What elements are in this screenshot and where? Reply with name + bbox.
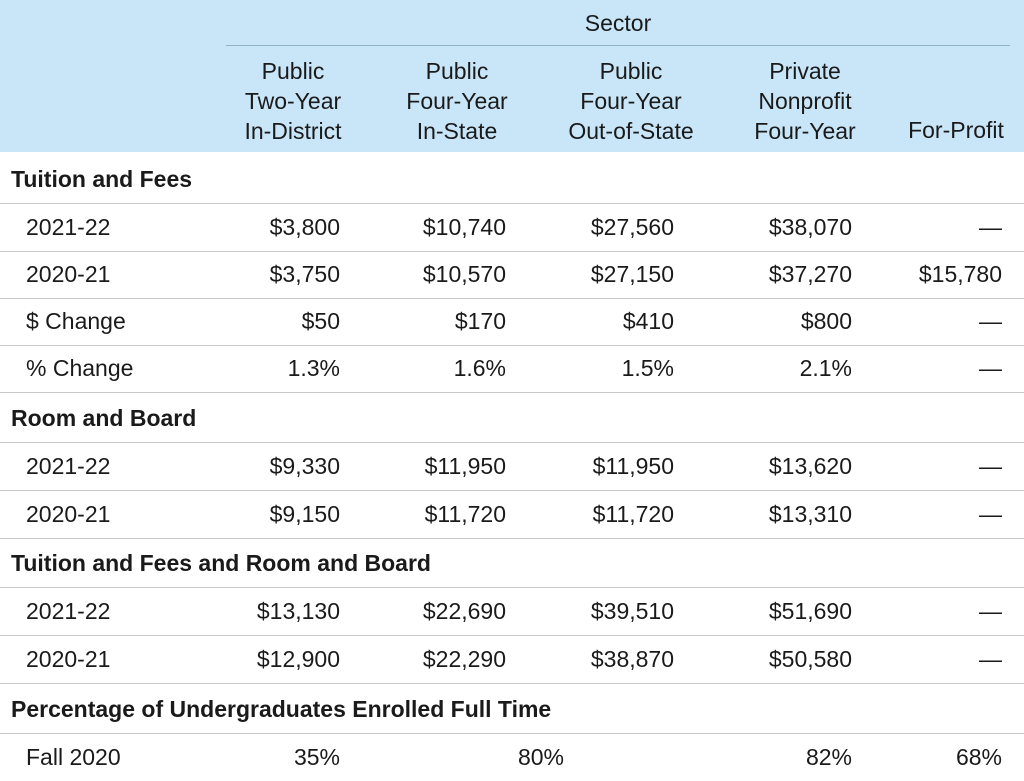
column-header-public-four-year-out-of-state (552, 56, 710, 146)
table-cell: $22,690 (422, 598, 506, 624)
table-row (0, 345, 1024, 393)
column-header-public-four-year-in-state (392, 56, 522, 146)
section-title: Room and Board (11, 405, 197, 431)
table-cell: $22,290 (422, 646, 506, 672)
column-header-line: Public (425, 58, 489, 84)
table-row (0, 636, 1024, 684)
table-cell: 1.5% (621, 355, 674, 381)
table-row (0, 251, 1024, 299)
row-label: 2020-21 (26, 261, 111, 287)
table-cell: $15,780 (918, 261, 1002, 287)
table-cell: 82% (805, 744, 852, 770)
column-header-line: For-Profit (908, 117, 1004, 143)
table-cell: — (979, 453, 1002, 479)
table-cell: $13,620 (768, 453, 852, 479)
table-cell: $27,560 (590, 214, 674, 240)
table-row (0, 588, 1024, 636)
row-label: 2021-22 (26, 214, 111, 240)
row-label: 2021-22 (26, 598, 111, 624)
table-cell: $27,150 (590, 261, 674, 287)
section-title: Percentage of Undergraduates Enrolled Full Time (11, 696, 552, 722)
column-header-private-nonprofit (740, 56, 870, 146)
table-cell: $50,580 (768, 646, 852, 672)
section-title: Tuition and Fees (11, 166, 193, 192)
table-row (0, 204, 1024, 252)
table-cell: 68% (955, 744, 1002, 770)
table-cell: $13,130 (256, 598, 340, 624)
column-header-line: Nonprofit (758, 88, 852, 114)
table-cell: $39,510 (590, 598, 674, 624)
table-cell: — (979, 308, 1002, 334)
table-cell: — (979, 501, 1002, 527)
table-cell: — (979, 646, 1002, 672)
table-cell: $38,070 (768, 214, 852, 240)
row-label: % Change (26, 355, 134, 381)
table-cell: $50 (301, 308, 340, 334)
table-row (0, 734, 1024, 781)
column-header-line: Public (261, 58, 325, 84)
column-header-line: Four-Year (580, 88, 682, 114)
sector-heading: Sector (584, 10, 652, 36)
table-cell: — (979, 355, 1002, 381)
table-row (0, 491, 1024, 539)
column-header-line: In-State (416, 118, 498, 144)
table-cell: $9,330 (269, 453, 340, 479)
table-cell: $3,800 (269, 214, 340, 240)
table-row (0, 298, 1024, 346)
row-label: 2020-21 (26, 501, 111, 527)
table-cell: $38,870 (590, 646, 674, 672)
table-cell: — (979, 214, 1002, 240)
column-header-line: Private (769, 58, 841, 84)
table-cell: $11,950 (424, 453, 506, 479)
table-cell: $800 (800, 308, 852, 334)
row-label: 2021-22 (26, 453, 111, 479)
section-tuition-and-fees (0, 156, 1024, 204)
table-cell: $11,720 (424, 501, 506, 527)
column-header-line: Public (599, 58, 663, 84)
column-header-line: In-District (244, 118, 342, 144)
section-title: Tuition and Fees and Room and Board (11, 550, 431, 576)
table-cell: 1.6% (453, 355, 506, 381)
row-label: Fall 2020 (26, 744, 121, 770)
table-row (0, 443, 1024, 491)
section-full-time-enrollment (0, 686, 1024, 734)
table-cell: $13,310 (768, 501, 852, 527)
table-cell: 2.1% (799, 355, 852, 381)
row-label: $ Change (26, 308, 126, 334)
row-label: 2020-21 (26, 646, 111, 672)
column-header-line: Two-Year (244, 88, 342, 114)
table-cell: $170 (454, 308, 506, 334)
column-header-public-two-year (226, 56, 360, 146)
table-cell: 1.3% (287, 355, 340, 381)
section-room-and-board (0, 395, 1024, 443)
table-cell-spanning-public-four-year: 80% (517, 744, 564, 770)
table-cell: $51,690 (768, 598, 852, 624)
sector-rule (226, 45, 1010, 46)
table-cell: $3,750 (269, 261, 340, 287)
table-cell: $37,270 (768, 261, 852, 287)
table-cell: — (979, 598, 1002, 624)
table-cell: $10,570 (422, 261, 506, 287)
section-tuition-fees-room-board (0, 540, 1024, 588)
table-cell: $9,150 (269, 501, 340, 527)
column-header-line: Out-of-State (568, 118, 694, 144)
column-header-line: Four-Year (754, 118, 856, 144)
table-cell: $410 (622, 308, 674, 334)
table-cell: $10,740 (422, 214, 506, 240)
table-cell: $11,720 (592, 501, 674, 527)
column-header-for-profit (896, 115, 1016, 145)
table-cell: $12,900 (256, 646, 340, 672)
table-cell: $11,950 (592, 453, 674, 479)
table-cell: 35% (293, 744, 340, 770)
table-header (0, 0, 1024, 152)
column-header-line: Four-Year (406, 88, 508, 114)
